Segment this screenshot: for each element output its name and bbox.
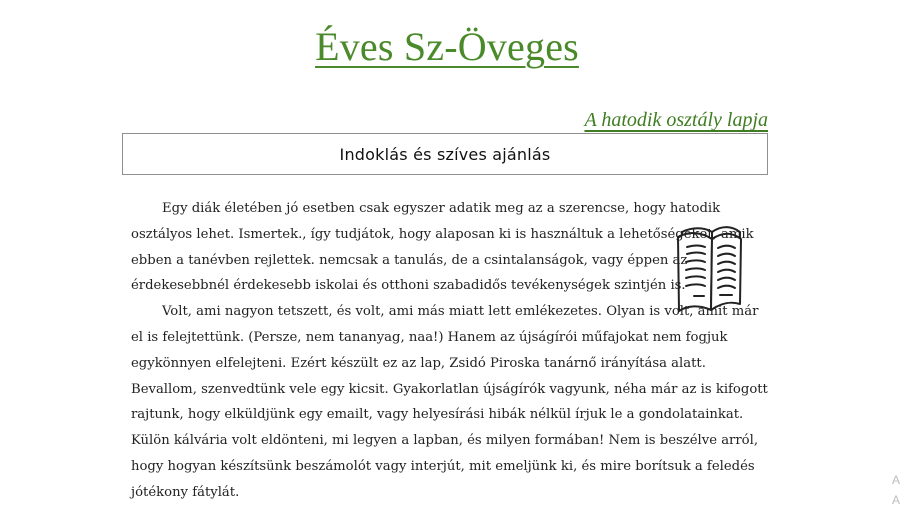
article-heading-box [122,133,768,175]
paragraph: Volt, ami nagyon tetszett, és volt, ami más miatt lett emlékezetes. Olyan is volt, amit már el is felejtettünk. (Persze, nem tananyag, naa!) Hanem az újságírói műfajokat nem fogjuk egykönnyen elfelejteni. Ezért készült ez az lap, Zsidó Piroska tanárnő irányítása alatt. Bevallom, szenvedtünk vele egy kicsit. Gyakorlatlan újságírók vagyunk, néha már az is kifogott rajtunk, hogy elküldjünk egy emailt, vagy helyesírási hibák nélkül írjuk le a gondolatainkat. Külön kálvária volt eldönteni, mi legyen a lapban, és milyen formában! Nem is beszélve arról, hogy hogyan készítsünk beszámolót vagy interjút, mit emeljünk ki, és mire borítsuk a feledés jótékony fátylát. [131,304,768,500]
paragraph: Egy diák életében jó esetben csak egyszer adatik meg az a szerencse, hogy hatodik osztályos lehet. Ismertek., így tudjátok, hogy alaposan ki is használtuk a lehetőségeket, amik ebben a tanévben rejlettek. nemcsak a tanulás, de a csintalanságok, vagy éppen az érdekesebbnél érdekesebb iskolai és otthoni szabadidős tevékenységek szintjén is. [131,201,754,294]
right-edge-letter: A [892,493,900,507]
newspaper-subtitle: A hatodik osztály lapja [584,109,768,131]
right-edge-letter: A [892,473,900,487]
newspaper-title: Éves Sz-Öveges [315,24,579,69]
article-heading: Indoklás és szíves ajánlás [339,145,551,164]
right-edge-text [892,470,900,510]
article-body [131,196,771,506]
